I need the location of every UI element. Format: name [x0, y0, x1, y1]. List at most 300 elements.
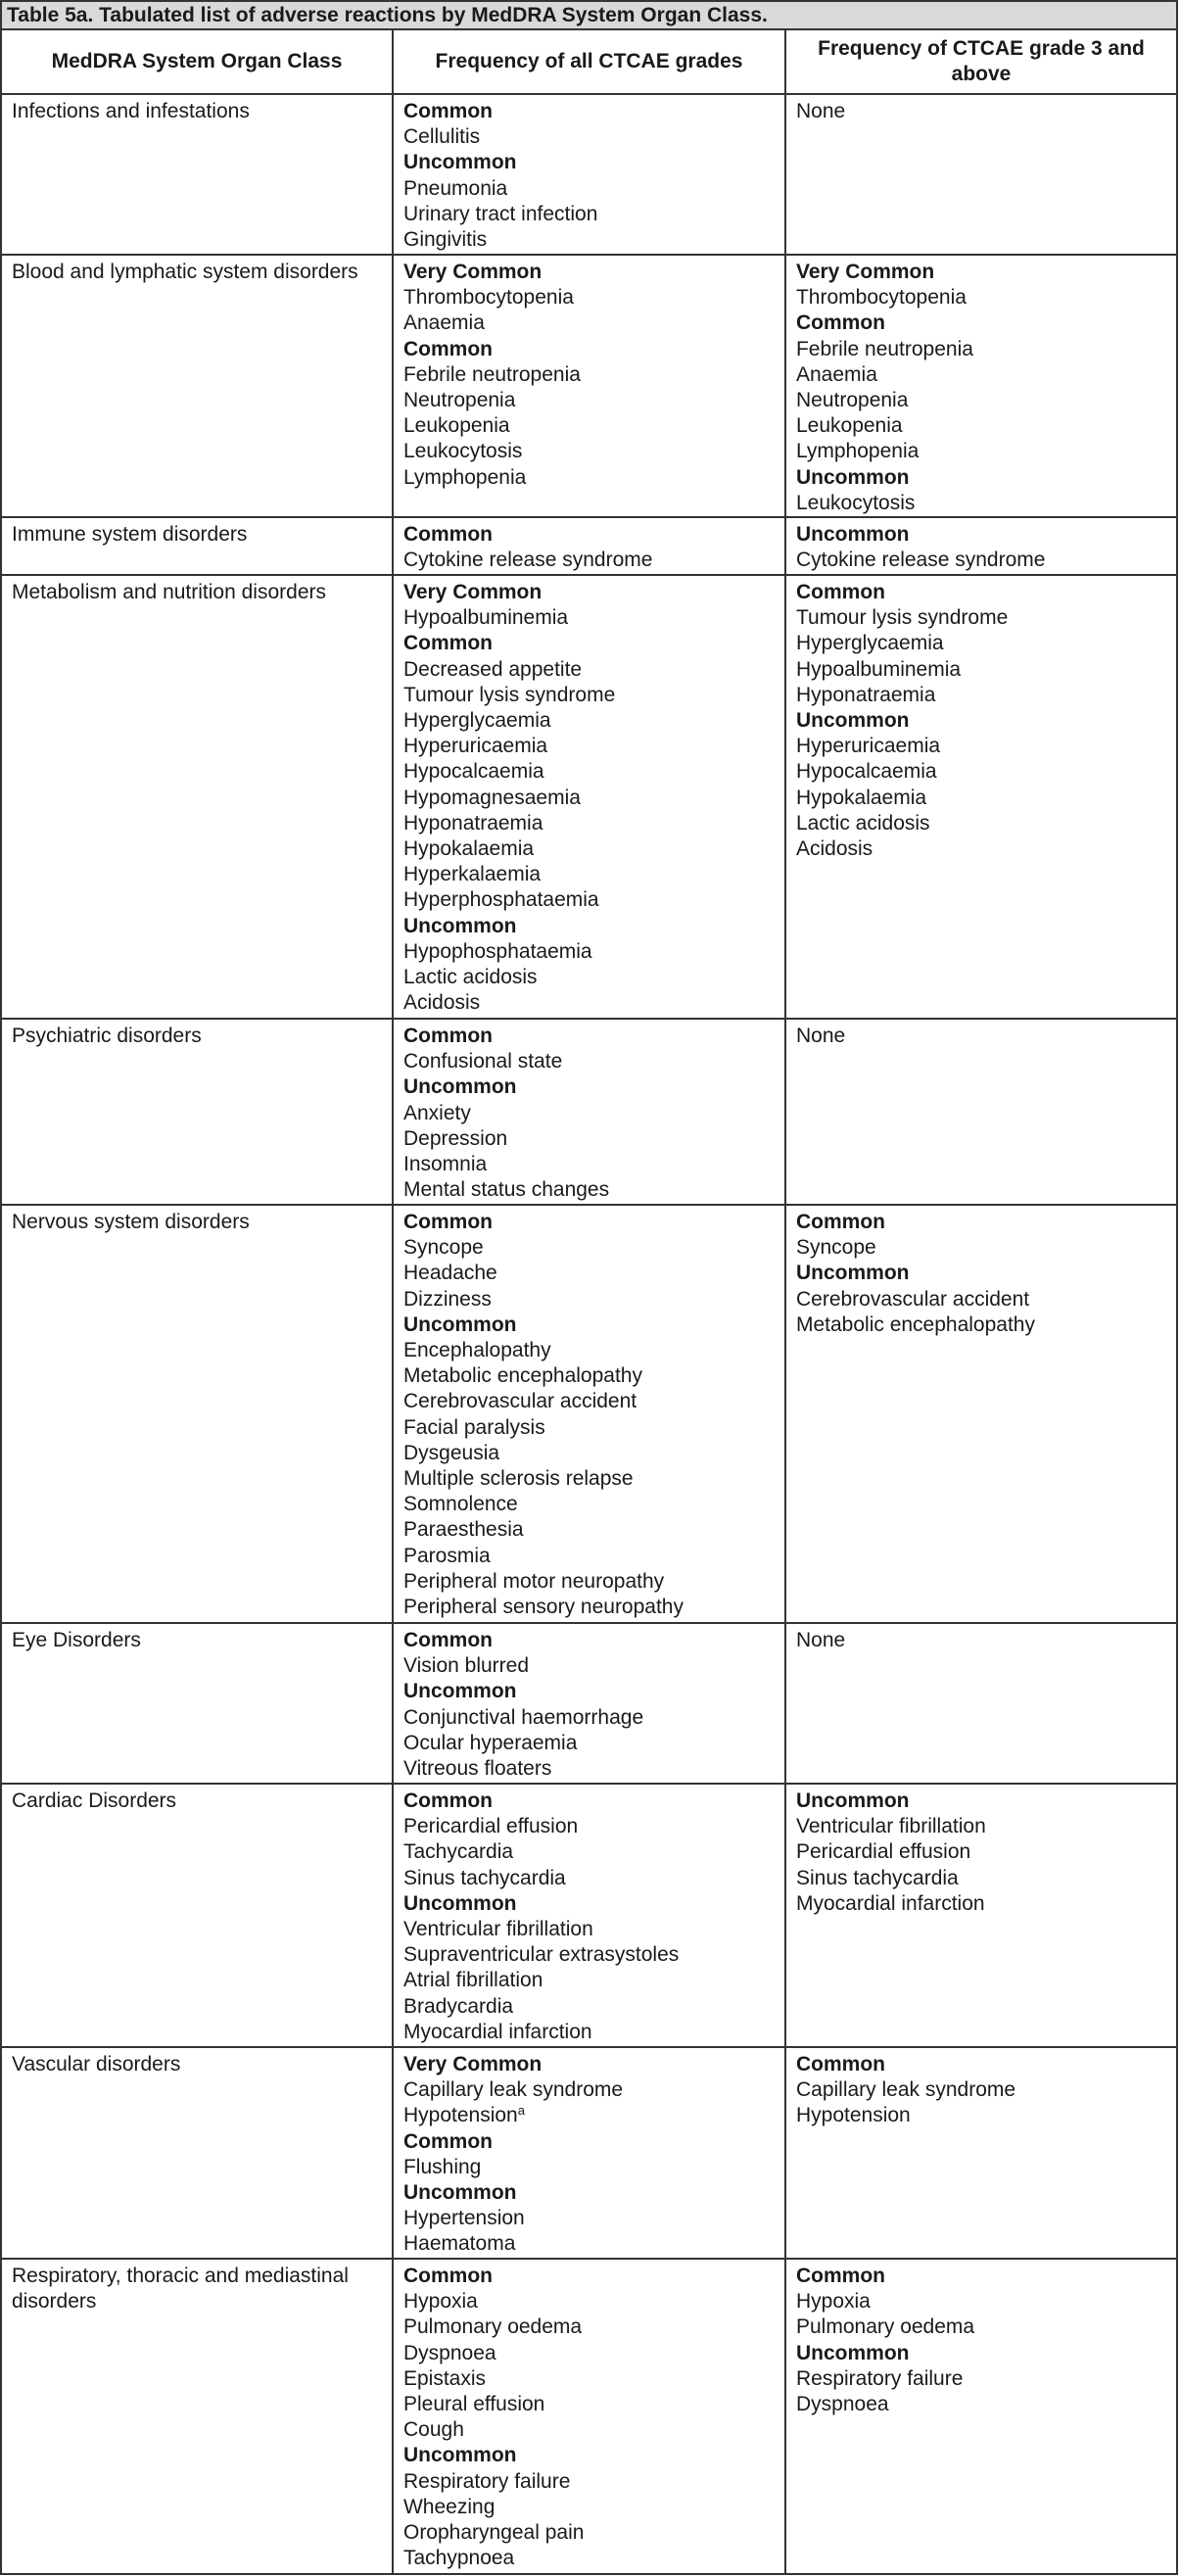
reaction-item [403, 1866, 784, 1891]
reaction-text: None [795, 100, 846, 122]
frequency-category-label [796, 2052, 1176, 2077]
reaction-item [403, 786, 784, 811]
reaction-text: Flushing [402, 2155, 482, 2178]
reaction-item [403, 1441, 784, 1466]
system-organ-class-text: Blood and lymphatic system disorders [12, 261, 358, 283]
reaction-text: Leukocytosis [402, 440, 523, 463]
reaction-text: Anaemia [402, 311, 485, 335]
frequency-category-label [403, 99, 784, 124]
table-row [1, 1784, 1177, 2047]
reaction-item [796, 491, 1176, 516]
reaction-item [403, 1595, 784, 1620]
table-row [1, 255, 1177, 517]
reaction-text: Confusional state [402, 1050, 563, 1073]
reaction-text: Cerebrovascular accident [402, 1390, 637, 1413]
reaction-item [403, 227, 784, 253]
reaction-text: Hyponatraemia [402, 811, 543, 835]
reaction-item [796, 786, 1176, 811]
reaction-text: Hypoalbuminemia [795, 657, 962, 681]
system-organ-class-text: Respiratory, thoracic and mediastinal [12, 2265, 349, 2288]
system-organ-class-text: Immune system disorders [12, 523, 248, 547]
reaction-text: Cytokine release syndrome [795, 549, 1046, 572]
reaction-text: Lymphopenia [795, 440, 920, 463]
reaction-text: Supraventricular extrasystoles [402, 1943, 680, 1967]
frequency-category-label [796, 465, 1176, 491]
reaction-text: Pneumonia [402, 176, 508, 200]
reaction-item [403, 759, 784, 785]
reaction-text: Ocular hyperaemia [402, 1731, 578, 1754]
reaction-item [796, 1628, 1176, 1653]
reaction-item [796, 734, 1176, 759]
reaction-text: Bradycardia [402, 1994, 514, 2018]
reaction-text: Uncommon [795, 709, 910, 733]
reaction-item [403, 1517, 784, 1543]
reaction-text: Uncommon [795, 523, 910, 547]
reaction-text: Leukocytosis [795, 491, 916, 514]
reaction-text: Hypocalcaemia [795, 760, 937, 784]
frequency-category-label [796, 522, 1176, 548]
reaction-text: Very Common [795, 261, 935, 283]
reaction-text: Lactic acidosis [795, 811, 930, 835]
reaction-item [403, 1814, 784, 1839]
reaction-item [796, 1891, 1176, 1917]
reaction-text: Tachycardia [402, 1840, 514, 1864]
all-grades-cell [393, 94, 785, 255]
reaction-item [403, 1363, 784, 1389]
system-organ-class-text: Eye Disorders [12, 1629, 141, 1652]
reaction-item [403, 2341, 784, 2366]
frequency-category-label [403, 2180, 784, 2206]
system-organ-class-cell [1, 1205, 393, 1623]
reaction-text: Capillary leak syndrome [795, 2078, 1016, 2102]
reaction-text: Acidosis [795, 837, 873, 861]
reaction-item [403, 657, 784, 683]
reaction-item [403, 990, 784, 1016]
reaction-text: Uncommon [402, 1680, 517, 1703]
reaction-item [796, 1235, 1176, 1261]
reaction-item [796, 811, 1176, 836]
reaction-text: Decreased appetite [402, 657, 583, 681]
reaction-item [796, 657, 1176, 683]
table-row [1, 94, 1177, 255]
frequency-category-label [403, 914, 784, 939]
reaction-item [403, 2392, 784, 2417]
reaction-item [796, 2366, 1176, 2392]
system-organ-class-cell [1, 517, 393, 575]
reaction-text: Atrial fibrillation [402, 1969, 543, 1992]
table-row [1, 2047, 1177, 2259]
all-grades-cell [393, 1623, 785, 1784]
grade-3-above-cell [785, 1623, 1177, 1784]
frequency-category-label [796, 310, 1176, 336]
frequency-category-label [403, 2264, 784, 2289]
reaction-text: Dyspnoea [402, 2341, 496, 2364]
reaction-text: Sinus tachycardia [795, 1866, 959, 1889]
reaction-item [403, 1942, 784, 1968]
reaction-item [403, 413, 784, 439]
reaction-item [403, 1756, 784, 1782]
frequency-category-label [796, 1210, 1176, 1235]
reaction-item [403, 683, 784, 708]
frequency-category-label [403, 2129, 784, 2155]
system-organ-class-text: Vascular disorders [12, 2053, 181, 2076]
reaction-text: Parosmia [402, 1544, 491, 1567]
reaction-text: Gingivitis [402, 228, 488, 252]
reaction-item [403, 1839, 784, 1865]
grade-3-above-cell [785, 2259, 1177, 2574]
reaction-item [796, 836, 1176, 862]
reaction-text: Hypertension [402, 2207, 525, 2230]
reaction-text: Hypocalcaemia [402, 760, 544, 784]
table-row [1, 517, 1177, 575]
reaction-text: Neutropenia [795, 389, 909, 412]
reaction-text: Cellulitis [402, 125, 481, 149]
reaction-text: Dyspnoea [795, 2393, 889, 2416]
reaction-item [403, 1126, 784, 1152]
grade-3-above-cell [785, 575, 1177, 1019]
reaction-item [796, 362, 1176, 388]
table-header-row [1, 29, 1177, 94]
reaction-text: Lactic acidosis [402, 966, 538, 989]
reaction-item [403, 2546, 784, 2571]
reaction-item [403, 2103, 784, 2128]
reaction-item [796, 1839, 1176, 1865]
grade-3-above-cell [785, 1019, 1177, 1205]
reaction-item [403, 2155, 784, 2180]
reaction-text: Encephalopathy [402, 1339, 551, 1362]
reaction-text: Pleural effusion [402, 2393, 545, 2416]
reaction-item [403, 1569, 784, 1595]
reaction-text: Dizziness [402, 1287, 492, 1311]
reaction-text: Leukopenia [795, 414, 903, 438]
table-caption-row [1, 1, 1177, 29]
system-organ-class-cell [1, 1019, 393, 1205]
reaction-item [403, 1235, 784, 1261]
frequency-category-label [796, 1789, 1176, 1814]
reaction-text: Neutropenia [402, 389, 516, 412]
reaction-item [796, 285, 1176, 310]
reaction-text: Hyponatraemia [795, 683, 936, 706]
reaction-item [796, 759, 1176, 785]
reaction-text: Hypoxia [795, 2290, 871, 2314]
reaction-item [403, 1338, 784, 1363]
reaction-text: Hypoxia [402, 2290, 478, 2314]
frequency-category-label [403, 1891, 784, 1917]
reaction-text: Oropharyngeal pain [402, 2521, 585, 2545]
reaction-text: Tumour lysis syndrome [402, 683, 616, 706]
reaction-item [403, 2231, 784, 2257]
table-row [1, 2259, 1177, 2574]
reaction-text: Common [795, 581, 885, 604]
grade-3-above-cell [785, 1205, 1177, 1623]
frequency-category-label [403, 260, 784, 285]
reaction-text: Pulmonary oedema [402, 2315, 583, 2339]
reaction-text: Depression [402, 1126, 508, 1150]
reaction-text: Cytokine release syndrome [402, 549, 653, 572]
reaction-text: Common [402, 100, 493, 122]
reaction-text: Metabolic encephalopathy [402, 1364, 642, 1388]
footnote-marker: a [517, 2103, 525, 2119]
reaction-text: Hypoalbuminemia [402, 606, 569, 630]
grade-3-above-cell [785, 517, 1177, 575]
reaction-text: Common [402, 1211, 493, 1234]
reaction-text: Thrombocytopenia [402, 286, 574, 310]
frequency-category-label [796, 2341, 1176, 2366]
reaction-item [796, 631, 1176, 656]
reaction-text: Wheezing [402, 2495, 496, 2518]
system-organ-class-text: disorders [12, 2290, 97, 2314]
all-grades-cell [393, 1784, 785, 2047]
reaction-item [796, 1866, 1176, 1891]
reaction-text: Uncommon [402, 914, 517, 937]
system-organ-class-cell [1, 1784, 393, 2047]
reaction-text: Headache [402, 1262, 497, 1285]
reaction-text: Uncommon [402, 2181, 517, 2205]
reaction-item [796, 439, 1176, 464]
reaction-item [403, 1389, 784, 1414]
table-row [1, 575, 1177, 1019]
table-row [1, 1623, 1177, 1784]
reaction-text: Somnolence [402, 1493, 518, 1516]
reaction-item [796, 2077, 1176, 2103]
reaction-item [403, 548, 784, 573]
grade-3-above-cell [785, 1784, 1177, 2047]
reaction-item [403, 1917, 784, 1942]
frequency-category-label [796, 708, 1176, 734]
all-grades-cell [393, 1019, 785, 1205]
reaction-text: Hypokalaemia [795, 786, 927, 809]
reaction-text: Syncope [402, 1236, 484, 1260]
reaction-text: Pericardial effusion [795, 1840, 971, 1864]
reaction-text: Uncommon [795, 1262, 910, 1285]
reaction-text: Very Common [402, 581, 543, 604]
reaction-text: Ventricular fibrillation [402, 1918, 593, 1941]
reaction-item [403, 285, 784, 310]
reaction-item [796, 2289, 1176, 2314]
reaction-text: None [795, 1025, 846, 1048]
header-system-organ-class: MedDRA System Organ Class [1, 29, 393, 94]
reaction-item [403, 2289, 784, 2314]
frequency-category-label [403, 1074, 784, 1100]
frequency-category-label [403, 1210, 784, 1235]
reaction-text: Leukopenia [402, 414, 510, 438]
reaction-text: Common [402, 1025, 493, 1048]
reaction-text: Hyperglycaemia [795, 632, 944, 655]
reaction-item [403, 1731, 784, 1756]
reaction-text: Mental status changes [402, 1178, 610, 1202]
reaction-text: Cerebrovascular accident [795, 1287, 1030, 1311]
reaction-text: Hypotension [402, 2104, 518, 2127]
reaction-text: Pericardial effusion [402, 1815, 579, 1838]
frequency-category-label [403, 337, 784, 362]
all-grades-cell [393, 517, 785, 575]
grade-3-above-cell [785, 94, 1177, 255]
system-organ-class-cell [1, 1623, 393, 1784]
reaction-item [403, 202, 784, 227]
reaction-item [796, 413, 1176, 439]
reaction-text: Common [795, 2053, 885, 2076]
reaction-item [403, 887, 784, 913]
system-organ-class-cell [1, 2047, 393, 2259]
frequency-category-label [403, 1628, 784, 1653]
reaction-text: Hyperphosphataemia [402, 888, 599, 912]
reaction-text: Myocardial infarction [402, 2020, 592, 2043]
reaction-text: Vision blurred [402, 1654, 530, 1678]
reaction-item [403, 2314, 784, 2340]
reaction-text: Thrombocytopenia [795, 286, 967, 310]
reaction-text: Common [402, 1629, 493, 1652]
reaction-text: Respiratory failure [795, 2366, 964, 2390]
all-grades-cell [393, 575, 785, 1019]
reaction-item [403, 1653, 784, 1679]
table-row [1, 1019, 1177, 1205]
reaction-text: Conjunctival haemorrhage [402, 1705, 644, 1729]
reaction-item [403, 1287, 784, 1312]
reaction-text: Uncommon [402, 2444, 517, 2467]
reaction-text: Epistaxis [402, 2366, 487, 2390]
reaction-text: Febrile neutropenia [795, 337, 973, 360]
table-body [1, 94, 1177, 2574]
reaction-text: Pulmonary oedema [795, 2315, 975, 2339]
reaction-item [403, 176, 784, 202]
reaction-text: Common [795, 1211, 885, 1234]
reaction-item [403, 1261, 784, 1286]
system-organ-class-text: Infections and infestations [12, 100, 250, 122]
reaction-item [403, 1466, 784, 1492]
reaction-text: Sinus tachycardia [402, 1866, 566, 1889]
system-organ-class-cell [1, 575, 393, 1019]
reaction-item [796, 548, 1176, 573]
reaction-text: Tachypnoea [402, 2547, 515, 2570]
reaction-text: Metabolic encephalopathy [795, 1312, 1035, 1336]
frequency-category-label [796, 1261, 1176, 1286]
reaction-text: Hypokalaemia [402, 837, 535, 861]
reaction-text: Common [402, 2265, 493, 2288]
reaction-text: Hypomagnesaemia [402, 786, 581, 809]
reaction-item [403, 862, 784, 887]
reaction-text: Respiratory failure [402, 2469, 571, 2493]
reaction-text: Uncommon [402, 1891, 517, 1915]
reaction-item [403, 310, 784, 336]
reaction-item [403, 2077, 784, 2103]
reaction-item [796, 388, 1176, 413]
frequency-category-label [403, 2443, 784, 2468]
reaction-text: Uncommon [795, 1789, 910, 1813]
reaction-text: Anaemia [795, 362, 877, 386]
reaction-text: Syncope [795, 1236, 876, 1260]
reaction-item [796, 2103, 1176, 2128]
reaction-item [403, 811, 784, 836]
reaction-item [403, 1705, 784, 1731]
reaction-text: Dysgeusia [402, 1441, 500, 1464]
frequency-category-label [796, 260, 1176, 285]
reaction-item [796, 1287, 1176, 1312]
reaction-item [796, 2392, 1176, 2417]
reaction-text: Peripheral motor neuropathy [402, 1569, 665, 1593]
reaction-item [403, 2020, 784, 2045]
system-organ-class-cell [1, 2259, 393, 2574]
reaction-text: Common [402, 1789, 493, 1813]
reaction-item [796, 99, 1176, 124]
reaction-item [403, 1994, 784, 2020]
grade-3-above-cell [785, 255, 1177, 517]
reaction-text: Very Common [402, 2053, 543, 2076]
header-all-grades: Frequency of all CTCAE grades [393, 29, 785, 94]
reaction-item [403, 1177, 784, 1203]
reaction-text: Uncommon [795, 465, 910, 489]
frequency-category-label [796, 580, 1176, 605]
reaction-text: Insomnia [402, 1153, 488, 1176]
reaction-text: Haematoma [402, 2232, 516, 2256]
reaction-text: Common [402, 2129, 493, 2153]
reaction-item [403, 1101, 784, 1126]
reaction-text: Facial paralysis [402, 1415, 545, 1439]
reaction-text: Common [795, 311, 885, 335]
frequency-category-label [403, 1789, 784, 1814]
system-organ-class-cell [1, 255, 393, 517]
system-organ-class-text: Cardiac Disorders [12, 1789, 177, 1813]
reaction-text: Anxiety [402, 1101, 471, 1124]
reaction-item [796, 1312, 1176, 1338]
reaction-text: Uncommon [402, 1075, 517, 1099]
frequency-category-label [403, 1679, 784, 1704]
reaction-item [403, 465, 784, 491]
reaction-item [403, 1152, 784, 1177]
frequency-category-label [403, 580, 784, 605]
reaction-item [403, 939, 784, 965]
all-grades-cell [393, 1205, 785, 1623]
reaction-item [403, 605, 784, 631]
reaction-text: Acidosis [402, 991, 481, 1015]
reaction-item [403, 1544, 784, 1569]
reaction-text: Common [795, 2265, 885, 2288]
reaction-item [403, 2520, 784, 2546]
reaction-text: Vitreous floaters [402, 1757, 552, 1781]
reaction-text: Myocardial infarction [795, 1891, 985, 1915]
reaction-text: Multiple sclerosis relapse [402, 1467, 634, 1491]
reaction-item [403, 439, 784, 464]
reaction-item [403, 2206, 784, 2231]
system-organ-class-text: Nervous system disorders [12, 1211, 250, 1234]
table-row [1, 1205, 1177, 1623]
reaction-text: Febrile neutropenia [402, 362, 581, 386]
frequency-category-label [403, 631, 784, 656]
reaction-text: None [795, 1629, 846, 1652]
reaction-text: Hyperglycaemia [402, 709, 551, 733]
reaction-item [403, 2417, 784, 2443]
reaction-item [403, 1492, 784, 1517]
system-organ-class-cell [1, 94, 393, 255]
all-grades-cell [393, 255, 785, 517]
frequency-category-label [403, 522, 784, 548]
reaction-item [403, 388, 784, 413]
frequency-category-label [403, 1312, 784, 1338]
reaction-text: Peripheral sensory neuropathy [402, 1596, 684, 1619]
system-organ-class-text: Metabolism and nutrition disorders [12, 581, 326, 604]
system-organ-class-text: Psychiatric disorders [12, 1025, 202, 1048]
reaction-text: Tumour lysis syndrome [795, 606, 1009, 630]
header-grade-3-above: Frequency of CTCAE grade 3 and above [785, 29, 1177, 94]
reaction-text: Urinary tract infection [402, 202, 598, 225]
reaction-text: Paraesthesia [402, 1518, 524, 1542]
reaction-text: Hyperkalaemia [402, 863, 542, 886]
reaction-item [796, 1024, 1176, 1049]
reaction-item [403, 708, 784, 734]
reaction-text: Capillary leak syndrome [402, 2078, 624, 2102]
reaction-item [403, 362, 784, 388]
reaction-text: Common [402, 523, 493, 547]
reaction-item [403, 1968, 784, 1993]
